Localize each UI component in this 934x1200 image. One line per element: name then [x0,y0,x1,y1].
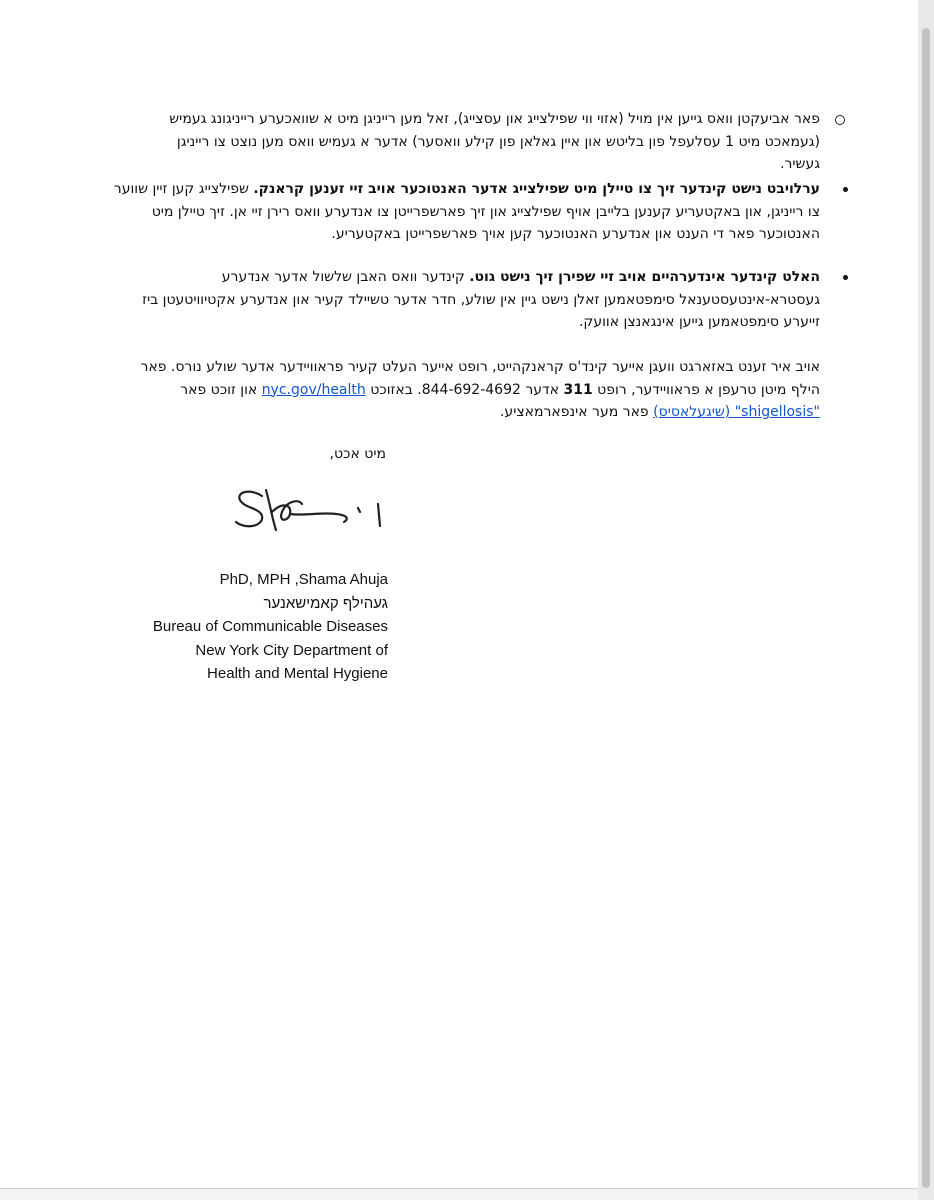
bureau-name: Bureau of Communicable Diseases [152,618,388,635]
contact-paragraph [108,356,820,424]
bullet-1-text: שפילצייג קען זיין שווער צו רייניגן, און באקטעריע קענען בלייבן אויף שפילצייג און זיך פארשפרייטן צו אנדערע וואס רירן זיי אן. זיך טיילן מיט האנטוכער פאר די הענט און אנדערע האנטוכער קען אויך פארשפרייטן באקטעריע. [113,181,820,242]
signer-title: געהילף קאמישאנער [263,594,388,612]
contact-text-2: אדער 844-692-4692. באזוכט [365,381,564,398]
viewer-bottom-margin [0,1189,918,1200]
bullet-dot-icon [843,187,848,192]
signer-name: PhD, MPH ,Shama Ahuja [219,571,388,588]
sub-bullet-text: פאר אביעקטן וואס גייען אין מויל (אזוי ווי שפילצייג און עסצייג), זאל מען רייניגן מיט א שוואכערע רייניגונג געמיש (געמאכט מיט 1 עסלעפל פון בליטש און איין גאלאן פון קילע וואסער) אדער א געמיש וואס מען נוצט צו רייניגן געשיר. [169,111,820,172]
contact-text-1: אויב איר זענט באזארגט וועגן אייער קינד'ס קראנקהייט, רופט אייער העלט קעיר פראוויידער אדער שולע נורס. פאר הילף מיטן טרעפן א פראוויידער, רופט [140,359,820,398]
scrollbar-thumb[interactable] [922,28,930,1188]
bullet-2-text: קינדער וואס האבן שלשול אדער אנדערע געסטרא-אינטעסטענאל סימפטאמען זאלן נישט גיין אין שולע, חדר אדער טשיילד קעיר און אנדערע אקטיוויטעטן ביז זייערע סימפטאמען גייען אינגאנצן אוועק. [142,269,820,330]
phone-311: 311 [563,381,593,398]
handwritten-signature [232,482,392,548]
contact-text-3: און זוכט פאר [180,381,262,398]
sub-bullet-item [140,108,820,176]
hollow-circle-bullet-icon [835,115,845,125]
bullet-item-sharing [110,178,820,246]
bullet-2-heading: האלט קינדער אינדערהיים אויב זיי שפירן זיך נישט גוט. [469,269,820,285]
closing-salutation: מיט אכט, [329,446,386,462]
department-line-2: Health and Mental Hygiene [207,665,388,682]
contact-text-4: פאר מער אינפארמאציע. [499,404,654,420]
department-line-1: New York City Department of [195,641,388,659]
bullet-dot-icon [843,275,848,280]
vertical-scrollbar[interactable] [918,0,934,1200]
signature-block [120,568,388,686]
nyc-health-link[interactable]: nyc.gov/health [261,381,366,398]
bullet-item-stay-home [110,266,820,334]
shigellosis-link[interactable]: "shigellosis" (שיגעלאסיס) [653,404,820,420]
bullet-1-heading: ערלויבט נישט קינדער זיך צו טיילן מיט שפילצייג אדער האנטוכער אויב זיי זענען קראנק. [253,181,820,197]
